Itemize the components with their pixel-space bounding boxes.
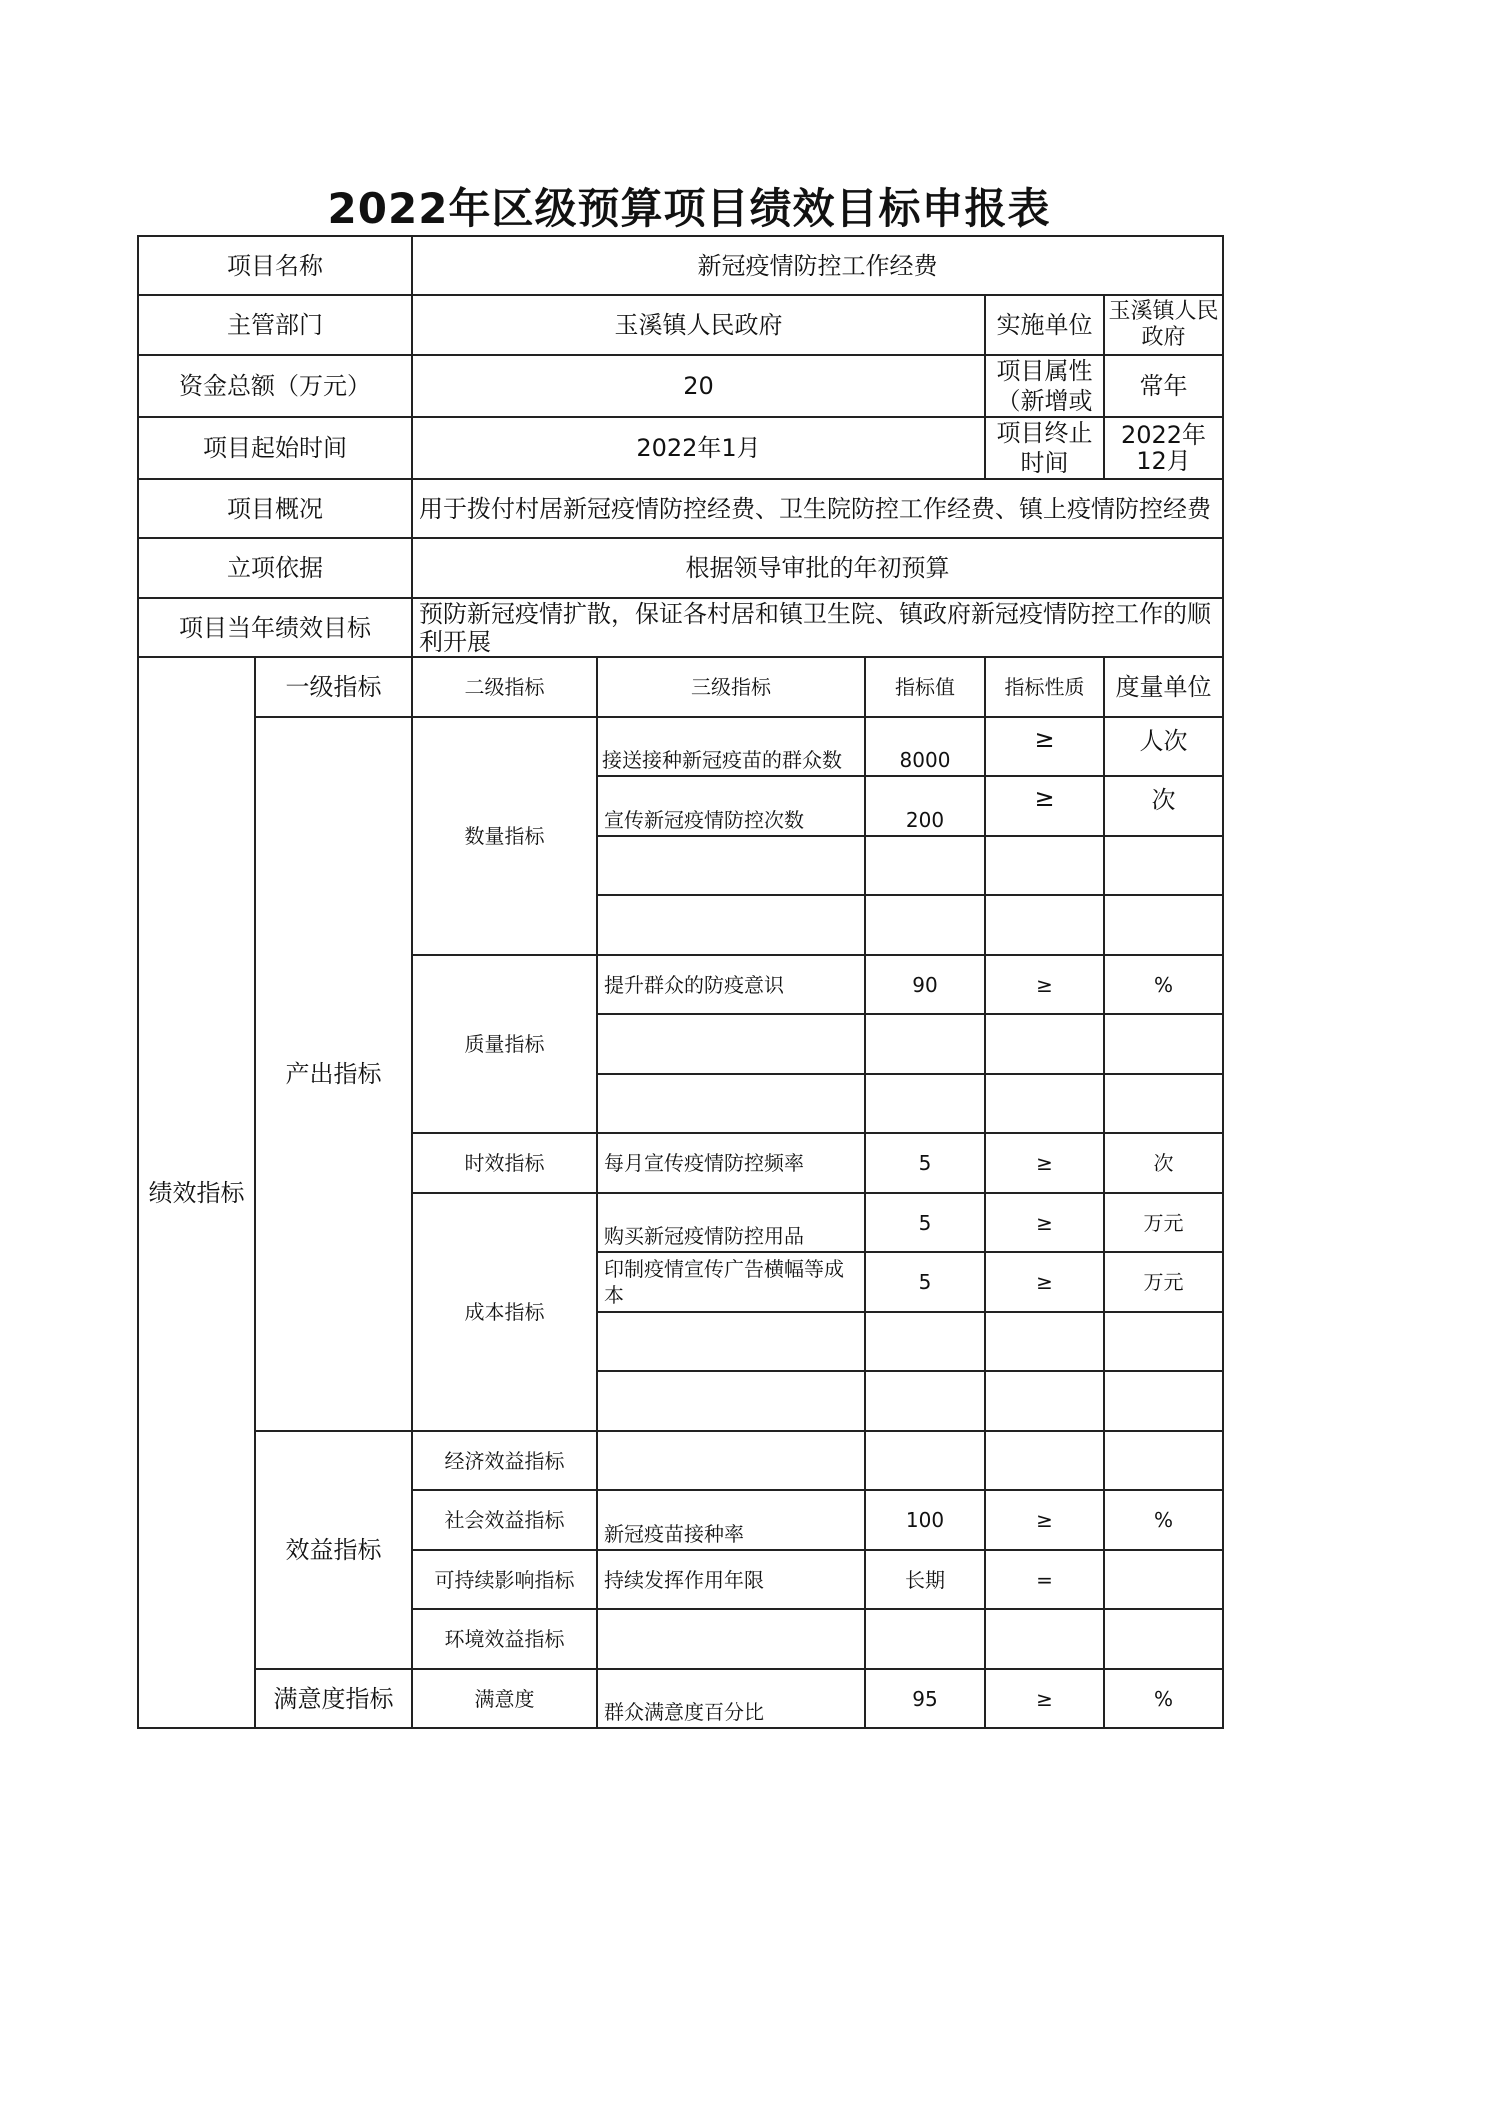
empty-cell	[597, 1371, 865, 1431]
indicator-nature: =	[985, 1550, 1104, 1609]
header-level1: 一级指标	[255, 657, 412, 717]
end-label-line1: 项目终止	[996, 419, 1093, 447]
empty-cell	[985, 895, 1104, 955]
indicator-unit	[1104, 1550, 1223, 1609]
attr-label-line1: 项目属性	[996, 357, 1093, 385]
output-label: 产出指标	[255, 717, 412, 1431]
perf-section-label: 绩效指标	[138, 657, 255, 1728]
group-environment: 环境效益指标	[412, 1609, 597, 1669]
overview-value: 用于拨付村居新冠疫情防控经费、卫生院防控工作经费、镇上疫情防控经费	[412, 479, 1223, 538]
attr-label-line2: （新增或	[996, 387, 1093, 415]
empty-cell	[865, 1609, 985, 1669]
indicator-unit: %	[1104, 1669, 1223, 1728]
attr-label	[985, 355, 1104, 417]
fund-value: 20	[412, 355, 985, 417]
impl-unit-value: 玉溪镇人民政府	[1104, 295, 1223, 355]
attr-value: 常年	[1104, 355, 1223, 417]
page-title: 2022年区级预算项目绩效目标申报表	[327, 184, 1051, 233]
overview-label: 项目概况	[138, 479, 412, 538]
empty-cell	[865, 1431, 985, 1490]
dept-label: 主管部门	[138, 295, 412, 355]
end-label-line2: 时间	[1020, 449, 1069, 477]
empty-cell	[597, 1014, 865, 1074]
empty-cell	[985, 1609, 1104, 1669]
empty-cell	[865, 1014, 985, 1074]
group-sustainable: 可持续影响指标	[412, 1550, 597, 1609]
empty-cell	[1104, 1014, 1223, 1074]
empty-cell	[1104, 1609, 1223, 1669]
indicator-value: 5	[865, 1193, 985, 1252]
empty-cell	[1104, 1371, 1223, 1431]
start-value: 2022年1月	[412, 417, 985, 479]
indicator-value: 95	[865, 1669, 985, 1728]
empty-cell	[985, 1312, 1104, 1371]
indicator-name: 接送接种新冠疫苗的群众数	[597, 717, 865, 776]
empty-cell	[985, 1074, 1104, 1133]
empty-cell	[1104, 1312, 1223, 1371]
indicator-nature: ≥	[985, 1490, 1104, 1550]
indicator-unit: 万元	[1104, 1193, 1223, 1252]
budget-performance-table	[137, 235, 1224, 1729]
indicator-unit: %	[1104, 955, 1223, 1014]
indicator-value: 200	[865, 776, 985, 836]
header-unit: 度量单位	[1104, 657, 1223, 717]
indicator-name: 购买新冠疫情防控用品	[597, 1193, 865, 1252]
indicator-nature: ≥	[985, 1133, 1104, 1193]
header-nature: 指标性质	[985, 657, 1104, 717]
empty-cell	[597, 836, 865, 895]
empty-cell	[865, 1074, 985, 1133]
header-level2: 二级指标	[412, 657, 597, 717]
empty-cell	[865, 1312, 985, 1371]
empty-cell	[985, 1431, 1104, 1490]
goal-value: 预防新冠疫情扩散，保证各村居和镇卫生院、镇政府新冠疫情防控工作的顺利开展	[412, 598, 1223, 657]
indicator-unit: 万元	[1104, 1252, 1223, 1312]
satisfaction-label: 满意度指标	[255, 1669, 412, 1728]
project-name-value: 新冠疫情防控工作经费	[412, 236, 1223, 295]
empty-cell	[1104, 836, 1223, 895]
indicator-nature: ≥	[985, 1252, 1104, 1312]
group-social: 社会效益指标	[412, 1490, 597, 1550]
empty-cell	[865, 895, 985, 955]
indicator-name: 每月宣传疫情防控频率	[597, 1133, 865, 1193]
header-value: 指标值	[865, 657, 985, 717]
empty-cell	[985, 1371, 1104, 1431]
basis-label: 立项依据	[138, 538, 412, 598]
empty-cell	[597, 1312, 865, 1371]
indicator-unit: %	[1104, 1490, 1223, 1550]
empty-cell	[1104, 895, 1223, 955]
group-timeliness: 时效指标	[412, 1133, 597, 1193]
empty-cell	[1104, 1431, 1223, 1490]
indicator-nature: ≥	[985, 1193, 1104, 1252]
group-satisfaction: 满意度	[412, 1669, 597, 1728]
empty-cell	[597, 1431, 865, 1490]
indicator-value: 8000	[865, 717, 985, 776]
group-cost: 成本指标	[412, 1193, 597, 1431]
indicator-value: 100	[865, 1490, 985, 1550]
end-value: 2022年12月	[1104, 417, 1223, 479]
indicator-nature: ≥	[985, 776, 1104, 836]
empty-cell	[865, 1371, 985, 1431]
group-economic: 经济效益指标	[412, 1431, 597, 1490]
indicator-name: 新冠疫苗接种率	[597, 1490, 865, 1550]
indicator-value: 长期	[865, 1550, 985, 1609]
impl-unit-label: 实施单位	[985, 295, 1104, 355]
empty-cell	[985, 1014, 1104, 1074]
indicator-value: 5	[865, 1133, 985, 1193]
indicator-nature: ≥	[985, 1669, 1104, 1728]
indicator-unit: 人次	[1104, 717, 1223, 776]
project-name-label: 项目名称	[138, 236, 412, 295]
empty-cell	[865, 836, 985, 895]
indicator-nature: ≥	[985, 717, 1104, 776]
indicator-nature: ≥	[985, 955, 1104, 1014]
indicator-name: 群众满意度百分比	[597, 1669, 865, 1728]
empty-cell	[597, 1609, 865, 1669]
goal-label: 项目当年绩效目标	[138, 598, 412, 657]
indicator-name: 提升群众的防疫意识	[597, 955, 865, 1014]
fund-label: 资金总额（万元）	[138, 355, 412, 417]
indicator-unit: 次	[1104, 776, 1223, 836]
dept-value: 玉溪镇人民政府	[412, 295, 985, 355]
indicator-name: 持续发挥作用年限	[597, 1550, 865, 1609]
header-level3: 三级指标	[597, 657, 865, 717]
empty-cell	[985, 836, 1104, 895]
empty-cell	[597, 1074, 865, 1133]
group-quantity: 数量指标	[412, 717, 597, 955]
indicator-value: 90	[865, 955, 985, 1014]
indicator-name: 宣传新冠疫情防控次数	[597, 776, 865, 836]
benefit-label: 效益指标	[255, 1431, 412, 1669]
empty-cell	[597, 895, 865, 955]
start-label: 项目起始时间	[138, 417, 412, 479]
basis-value: 根据领导审批的年初预算	[412, 538, 1223, 598]
indicator-name: 印制疫情宣传广告横幅等成本	[597, 1252, 865, 1312]
group-quality: 质量指标	[412, 955, 597, 1133]
indicator-unit: 次	[1104, 1133, 1223, 1193]
indicator-value: 5	[865, 1252, 985, 1312]
empty-cell	[1104, 1074, 1223, 1133]
end-label	[985, 417, 1104, 479]
